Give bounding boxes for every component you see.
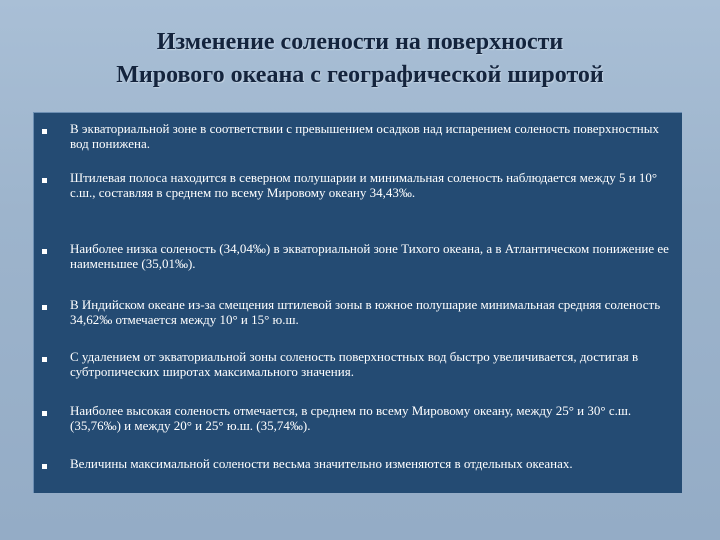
slide-title-line-2: Мирового океана с географической широтой — [116, 62, 604, 88]
bullet-text: Величины максимальной солености весьма значительно изменяются в отдельных океанах. — [70, 456, 573, 471]
bullet-text: Наиболее низка соленость (34,04‰) в экваториальной зоне Тихого океана, а в Атлантическом понижение ее наименьшее (35,01‰). — [70, 241, 669, 271]
bullet-text: Наиболее высокая соленость отмечается, в среднем по всему Мировому океану, между 25° и 30° с.ш. (35,76‰) и между 20° и 25° ю.ш. (35,74‰). — [70, 403, 632, 433]
square-bullet-icon — [42, 178, 47, 183]
bullet-text: В Индийском океане из-за смещения штилевой зоны в южное полушарие минимальная средняя соленость 34,62‰ отмечается между 10° и 15° ю.ш. — [70, 297, 661, 327]
slide-title-line-1: Изменение солености на поверхности — [156, 29, 564, 55]
bullet-text: Штилевая полоса находится в северном полушарии и минимальная соленость наблюдается между 5 и 10° с.ш., составляя в среднем по всему Мировому океану 34,43‰. — [70, 170, 658, 200]
content-panel — [33, 112, 682, 493]
square-bullet-icon — [42, 129, 47, 134]
bullet-text: С удалением от экваториальной зоны соленость поверхностных вод быстро увеличивается, достигая в субтропических широтах максимального значения. — [70, 349, 639, 379]
square-bullet-icon — [42, 305, 47, 310]
square-bullet-icon — [42, 249, 47, 254]
bullet-text: В экваториальной зоне в соответствии с превышением осадков над испарением соленость поверхностных вод понижена. — [70, 121, 659, 151]
square-bullet-icon — [42, 411, 47, 416]
square-bullet-icon — [42, 464, 47, 469]
slide-title — [40, 26, 680, 92]
square-bullet-icon — [42, 357, 47, 362]
